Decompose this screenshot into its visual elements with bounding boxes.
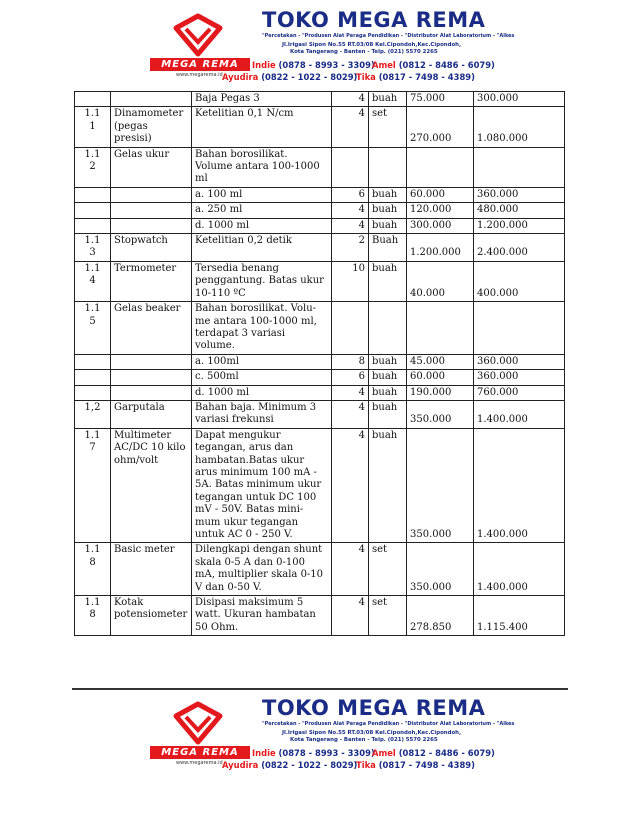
- item-spec: Ketelitian 0,1 N/cm: [192, 107, 332, 147]
- item-total: 360.000: [474, 354, 565, 369]
- tagline: "Percetakan - "Produsen Alat Peraga Pendidikan - "Distributor Alat Laboratorium - "Alkes: [262, 721, 515, 727]
- item-name: Gelas beaker: [111, 302, 192, 355]
- item-price: 45.000: [407, 354, 474, 369]
- header-banner: [150, 6, 515, 88]
- table-row: [75, 302, 565, 355]
- item-unit: buah: [369, 261, 407, 301]
- website: www.megarema.id: [176, 760, 223, 766]
- item-spec: Bahan baja. Minimum 3 variasi frekunsi: [192, 400, 332, 428]
- row-number: 1.1 2: [75, 147, 111, 187]
- table-row: [75, 385, 565, 400]
- item-name: [111, 187, 192, 202]
- row-number: 1,2: [75, 400, 111, 428]
- item-spec: Baja Pegas 3: [192, 92, 332, 107]
- item-price: 40.000: [407, 261, 474, 301]
- item-qty: 8: [332, 354, 369, 369]
- item-spec: Ketelitian 0,2 detik: [192, 234, 332, 262]
- contact-tika: Tika (0817 - 7498 - 4389): [356, 760, 475, 770]
- address-line2: Kota Tangerang - Banten - Telp. (021) 5570 2265: [290, 737, 438, 743]
- row-number: 1.1 1: [75, 107, 111, 147]
- item-price: [407, 147, 474, 187]
- contact-ayudira: Ayudira (0822 - 1022 - 8029): [222, 760, 358, 770]
- table-row: [75, 107, 565, 147]
- item-unit: buah: [369, 354, 407, 369]
- item-price: 350.000: [407, 543, 474, 596]
- contact-indie: Indie (0878 - 8993 - 3309): [252, 748, 375, 758]
- table-row: [75, 370, 565, 385]
- item-qty: 2: [332, 234, 369, 262]
- price-table-body: [75, 92, 565, 636]
- brand-strip: MEGA REMA: [150, 746, 250, 759]
- item-price: 350.000: [407, 400, 474, 428]
- item-spec: a. 100ml: [192, 354, 332, 369]
- item-name: [111, 203, 192, 218]
- item-total: [474, 147, 565, 187]
- table-row: [75, 234, 565, 262]
- item-qty: 4: [332, 400, 369, 428]
- item-spec: a. 250 ml: [192, 203, 332, 218]
- item-total: 1.400.000: [474, 543, 565, 596]
- item-total: 480.000: [474, 203, 565, 218]
- item-total: 360.000: [474, 370, 565, 385]
- item-total: 1.400.000: [474, 400, 565, 428]
- item-qty: 10: [332, 261, 369, 301]
- item-name: Garputala: [111, 400, 192, 428]
- table-row: [75, 400, 565, 428]
- item-unit: buah: [369, 370, 407, 385]
- address-line2: Kota Tangerang - Banten - Telp. (021) 5570 2265: [290, 49, 438, 55]
- item-name: Termometer: [111, 261, 192, 301]
- item-name: [111, 218, 192, 233]
- item-total: 1.115.400: [474, 596, 565, 636]
- item-total: 1.400.000: [474, 428, 565, 543]
- item-total: 1.200.000: [474, 218, 565, 233]
- row-number: [75, 385, 111, 400]
- item-price: 60.000: [407, 187, 474, 202]
- mega-rema-logo-icon: [172, 700, 224, 746]
- item-spec: Disipasi maksimum 5 watt. Ukuran hambatan 50 Ohm.: [192, 596, 332, 636]
- store-name: TOKO MEGA REMA: [262, 696, 486, 720]
- item-price: 120.000: [407, 203, 474, 218]
- item-unit: buah: [369, 187, 407, 202]
- item-qty: [332, 302, 369, 355]
- item-price: 190.000: [407, 385, 474, 400]
- item-unit: Buah: [369, 234, 407, 262]
- item-spec: d. 1000 ml: [192, 218, 332, 233]
- item-qty: 4: [332, 428, 369, 543]
- row-number: 1.1 3: [75, 234, 111, 262]
- item-name: Stopwatch: [111, 234, 192, 262]
- table-row: [75, 187, 565, 202]
- row-number: 1.1 8: [75, 543, 111, 596]
- item-name: Kotak potensiometer: [111, 596, 192, 636]
- row-number: [75, 218, 111, 233]
- item-total: 760.000: [474, 385, 565, 400]
- item-unit: set: [369, 107, 407, 147]
- item-total: 300.000: [474, 92, 565, 107]
- address-line1: Jl.Irigasi Sipon No.55 RT.03/08 Kel.Cipondoh,Kec.Cipondoh,: [282, 730, 462, 736]
- item-qty: 4: [332, 385, 369, 400]
- table-row: [75, 354, 565, 369]
- item-price: 1.200.000: [407, 234, 474, 262]
- item-spec: Tersedia benang penggantung. Batas ukur 10-110 ºC: [192, 261, 332, 301]
- item-qty: 6: [332, 370, 369, 385]
- tagline: "Percetakan - "Produsen Alat Peraga Pendidikan - "Distributor Alat Laboratorium - "Alkes: [262, 33, 515, 39]
- item-spec: Dilengkapi dengan shunt skala 0-5 A dan 0-100 mA, multiplier skala 0-10 V dan 0-50 V.: [192, 543, 332, 596]
- item-total: 2.400.000: [474, 234, 565, 262]
- item-name: Multimeter AC/DC 10 kilo ohm/volt: [111, 428, 192, 543]
- table-row: [75, 596, 565, 636]
- item-unit: [369, 302, 407, 355]
- item-name: [111, 354, 192, 369]
- row-number: [75, 203, 111, 218]
- item-qty: 4: [332, 203, 369, 218]
- item-price: 350.000: [407, 428, 474, 543]
- store-name: TOKO MEGA REMA: [262, 8, 486, 32]
- item-price: 60.000: [407, 370, 474, 385]
- row-number: 1.1 8: [75, 596, 111, 636]
- contact-amel: Amel (0812 - 8486 - 6079): [372, 748, 495, 758]
- item-spec: a. 100 ml: [192, 187, 332, 202]
- item-unit: buah: [369, 92, 407, 107]
- row-number: [75, 92, 111, 107]
- item-spec: Bahan borosilikat. Volu- me antara 100-1000 ml, terdapat 3 variasi volume.: [192, 302, 332, 355]
- row-number: [75, 354, 111, 369]
- item-name: [111, 92, 192, 107]
- item-price: [407, 302, 474, 355]
- mega-rema-logo-icon: [172, 12, 224, 58]
- row-number: 1.1 4: [75, 261, 111, 301]
- website: www.megarema.id: [176, 72, 223, 78]
- item-unit: buah: [369, 218, 407, 233]
- item-price: 278.850: [407, 596, 474, 636]
- item-unit: set: [369, 596, 407, 636]
- item-name: [111, 385, 192, 400]
- item-spec: Bahan borosilikat. Volume antara 100-1000 ml: [192, 147, 332, 187]
- item-total: [474, 302, 565, 355]
- item-unit: buah: [369, 203, 407, 218]
- item-qty: 4: [332, 107, 369, 147]
- row-number: 1.1 5: [75, 302, 111, 355]
- footer-banner: [150, 694, 515, 776]
- contact-ayudira: Ayudira (0822 - 1022 - 8029): [222, 72, 358, 82]
- item-spec: d. 1000 ml: [192, 385, 332, 400]
- contact-tika: Tika (0817 - 7498 - 4389): [356, 72, 475, 82]
- table-row: [75, 218, 565, 233]
- item-name: Gelas ukur: [111, 147, 192, 187]
- item-unit: buah: [369, 428, 407, 543]
- row-number: 1.1 7: [75, 428, 111, 543]
- item-price: 75.000: [407, 92, 474, 107]
- address-line1: Jl.Irigasi Sipon No.55 RT.03/08 Kel.Cipondoh,Kec.Cipondoh,: [282, 42, 462, 48]
- table-row: [75, 203, 565, 218]
- item-qty: 4: [332, 543, 369, 596]
- item-price: 270.000: [407, 107, 474, 147]
- item-spec: Dapat mengukur tegangan, arus dan hambatan.Batas ukur arus minimum 100 mA - 5A. Batas minimum ukur tegangan untuk DC 100 mV - 50V. Batas mini- mum ukur tegangan untuk AC 0 - 250 V.: [192, 428, 332, 543]
- item-unit: set: [369, 543, 407, 596]
- item-total: 360.000: [474, 187, 565, 202]
- row-number: [75, 187, 111, 202]
- item-name: Dinamometer (pegas presisi): [111, 107, 192, 147]
- table-row: [75, 147, 565, 187]
- item-qty: 4: [332, 596, 369, 636]
- brand-strip: MEGA REMA: [150, 58, 250, 71]
- item-name: Basic meter: [111, 543, 192, 596]
- item-qty: 4: [332, 218, 369, 233]
- item-total: 400.000: [474, 261, 565, 301]
- item-total: 1.080.000: [474, 107, 565, 147]
- item-name: [111, 370, 192, 385]
- item-unit: buah: [369, 385, 407, 400]
- table-row: [75, 428, 565, 543]
- contact-amel: Amel (0812 - 8486 - 6079): [372, 60, 495, 70]
- price-table: [74, 91, 565, 636]
- item-qty: 4: [332, 92, 369, 107]
- item-spec: c. 500ml: [192, 370, 332, 385]
- item-qty: 6: [332, 187, 369, 202]
- table-row: [75, 543, 565, 596]
- item-qty: [332, 147, 369, 187]
- row-number: [75, 370, 111, 385]
- contact-indie: Indie (0878 - 8993 - 3309): [252, 60, 375, 70]
- item-price: 300.000: [407, 218, 474, 233]
- table-row: [75, 92, 565, 107]
- divider: [72, 688, 568, 690]
- item-unit: buah: [369, 400, 407, 428]
- item-unit: [369, 147, 407, 187]
- table-row: [75, 261, 565, 301]
